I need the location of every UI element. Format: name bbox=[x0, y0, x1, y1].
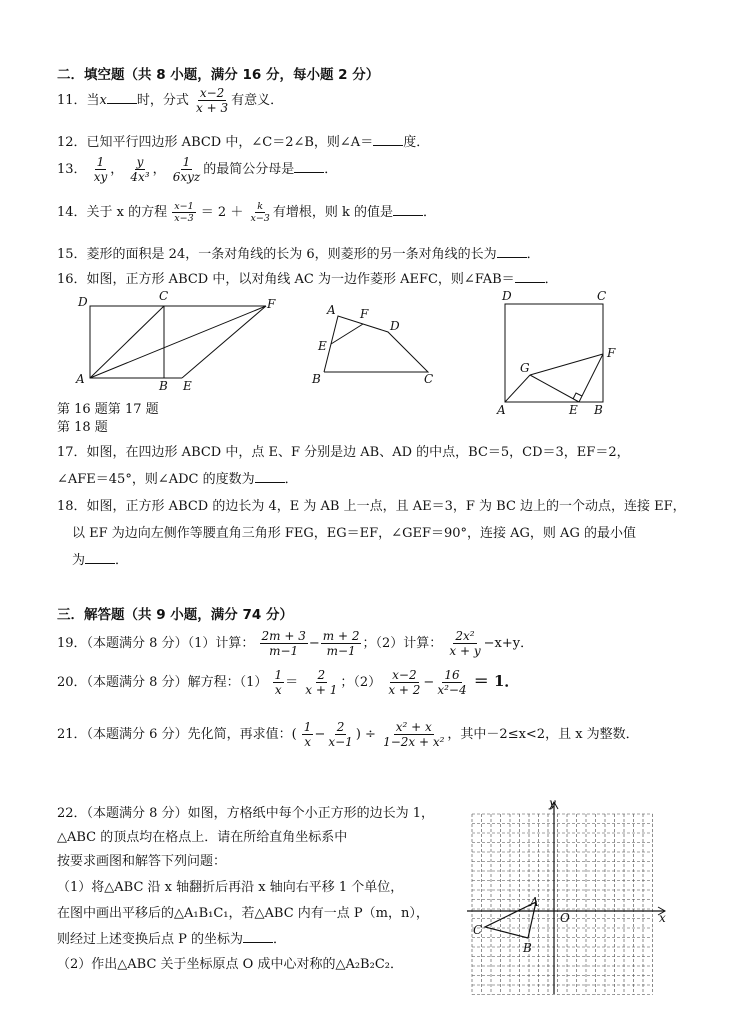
q12-post: 度． bbox=[403, 135, 430, 150]
q15-blank bbox=[497, 245, 527, 258]
question-18-line2: 以 EF 为边向左侧作等腰直角三角形 FEG，EG＝EF，∠GEF＝90°，连接 AG，则 AG 的最小值 bbox=[72, 526, 636, 541]
question-18-line3: 为 ． bbox=[72, 553, 129, 568]
q13-frac2: $\frac{y}{\text{4x³}}$ bbox=[130, 155, 150, 184]
q14-mid: ＝ 2 ＋ bbox=[200, 205, 244, 220]
fig16-label-a: A bbox=[76, 372, 85, 386]
q21-frac-c: $\frac{\text{x² + x}}{\text{1−2x + x²}}$ bbox=[383, 720, 445, 749]
q18-blank bbox=[85, 551, 115, 564]
question-11 bbox=[57, 86, 283, 115]
q19-frac-a: $\frac{2m + 3}{m-1}$ bbox=[261, 629, 306, 658]
question-22-line1: 22．（本题满分 8 分）如图，方格纸中每个小正方形的边长为 1， bbox=[57, 806, 434, 821]
grid-label-x: x bbox=[659, 911, 666, 925]
q14-post: 有增根，则 k 的值是 bbox=[272, 205, 394, 220]
grid-label-c: C bbox=[473, 923, 483, 937]
q12-blank bbox=[373, 133, 403, 146]
question-16: 16．如图，正方形 ABCD 中，以对角线 AC 为一边作菱形 AEFC，则∠FAB＝ ． bbox=[57, 272, 558, 287]
q11-prefix: 11．当 bbox=[57, 93, 100, 108]
fig18-label-a: A bbox=[497, 403, 506, 417]
question-12 bbox=[57, 131, 429, 150]
fig17-label-f: F bbox=[360, 307, 369, 321]
figure-caption-1: 第 16 题第 17 题 bbox=[57, 402, 159, 417]
q21-frac-b: $\frac{2}{x-1}$ bbox=[328, 720, 353, 749]
question-22-line7: （2）作出△ABC 关于坐标原点 O 成中心对称的△A₂B₂C₂． bbox=[57, 957, 403, 972]
fig17-label-d: D bbox=[390, 319, 400, 333]
q22-blank bbox=[243, 930, 273, 943]
q15-text: 15．菱形的面积是 24，一条对角线的长为 6，则菱形的另一条对角线的长为 bbox=[57, 247, 497, 262]
triangle-abc bbox=[485, 902, 536, 938]
q11-fraction: $\frac{x-2}{x + 3}$ bbox=[196, 86, 229, 115]
fig18-label-d: D bbox=[502, 289, 512, 303]
question-22-line3: 按要求画图和解答下列问题： bbox=[57, 854, 227, 869]
question-22-line5: 在图中画出平移后的△A₁B₁C₁，若△ABC 内有一点 P（m，n）， bbox=[57, 906, 429, 921]
question-22-line6: 则经过上述变换后点 P 的坐标为 ． bbox=[57, 932, 287, 947]
section3-title: 三．解答题（共 9 小题，满分 74 分） bbox=[57, 607, 293, 623]
fig17-quad bbox=[324, 316, 428, 372]
q20-frac-d: $\frac{16}{\text{x²−4}}$ bbox=[437, 668, 467, 697]
fig17-label-e: E bbox=[318, 339, 327, 353]
grid-label-a: A bbox=[530, 895, 539, 909]
fig18-line-ef bbox=[579, 354, 603, 402]
q14-frac2: $\frac{k}{x-3}$ bbox=[250, 201, 270, 224]
q20-frac-b: $\frac{2}{x + 1}$ bbox=[305, 668, 338, 697]
question-20: 20．（本题满分 8 分）解方程：（1） $\frac{1}{x}$ ＝ $\frac{2}{x + 1}$ ；（2） $\frac{x-2}{x + 2}$ − $\frac{16}{\text{x²−4}}$ ＝ 1． bbox=[57, 668, 520, 697]
q13-frac3: $\frac{1}{\text{6xyz}}$ bbox=[172, 155, 201, 184]
fig16-line-af bbox=[90, 306, 266, 378]
figure-16 bbox=[70, 288, 290, 393]
fig16-label-f: F bbox=[267, 297, 276, 311]
q11-mid: 时，分式 bbox=[136, 93, 189, 108]
q13-post: 的最简公分母是 bbox=[203, 162, 295, 177]
fig16-diag-ac bbox=[90, 306, 164, 378]
fig18-label-e: E bbox=[569, 403, 578, 417]
q13-number: 13． bbox=[57, 162, 87, 177]
fig18-line-ag bbox=[505, 375, 530, 402]
fig18-label-f: F bbox=[607, 346, 616, 360]
fig18-label-g: G bbox=[520, 361, 530, 375]
figure-17 bbox=[310, 300, 440, 390]
q20-frac-c: $\frac{x-2}{x + 2}$ bbox=[388, 668, 421, 697]
question-15: 15．菱形的面积是 24，一条对角线的长为 6，则菱形的另一条对角线的长为 ． bbox=[57, 247, 540, 262]
q17-blank bbox=[255, 470, 285, 483]
figure-18 bbox=[490, 288, 630, 418]
q16-blank bbox=[515, 270, 545, 283]
coordinate-grid-figure bbox=[462, 794, 672, 1000]
question-21: 21．（本题满分 6 分）先化简，再求值：( $\frac{1}{x}$ − $\frac{2}{x-1}$ ) ÷ $\frac{\text{x² + x}}{\text{1−2x + x²}}$ ，其中－2≤x<2，且 x 为整数． bbox=[57, 720, 639, 749]
question-17-line1: 17．如图，在四边形 ABCD 中，点 E、F 分别是边 AB、AD 的中点，BC＝5，CD＝3，EF＝2， bbox=[57, 445, 630, 460]
section2-title: 二．填空题（共 8 小题，满分 16 分，每小题 2 分） bbox=[57, 67, 380, 83]
fig18-line-ge bbox=[530, 375, 579, 402]
question-14: 14．关于 x 的方程 $\frac{x-1}{x-3}$ ＝ 2 ＋ $\frac{k}{x-3}$ 有增根，则 k 的值是 ． bbox=[57, 201, 437, 224]
fig16-label-d: D bbox=[78, 295, 88, 309]
q13-frac1: $\frac{1}{xy}$ bbox=[93, 155, 108, 184]
grid-label-o: O bbox=[560, 911, 570, 925]
fig16-line-fe bbox=[182, 306, 266, 378]
question-13: 13． $\frac{1}{xy}$ ， $\frac{y}{\text{4x³}}$ ， $\frac{1}{\text{6xyz}}$ 的最简公分母是 ． bbox=[57, 155, 338, 184]
q12-text: 12．已知平行四边形 ABCD 中，∠C＝2∠B，则∠A＝ bbox=[57, 135, 374, 150]
question-22-line4: （1）将△ABC 沿 x 轴翻折后再沿 x 轴向右平移 1 个单位， bbox=[57, 880, 404, 895]
q14-prefix: 14．关于 x 的方程 bbox=[57, 205, 168, 220]
fig16-label-e: E bbox=[183, 379, 192, 393]
fig18-line-gf bbox=[530, 354, 603, 375]
fig18-square bbox=[505, 304, 603, 402]
grid-lines bbox=[472, 814, 653, 995]
question-22-line2: △ABC 的顶点均在格点上．请在所给直角坐标系中 bbox=[57, 830, 348, 845]
grid-label-y: y bbox=[549, 796, 556, 810]
fig17-label-a: A bbox=[327, 303, 336, 317]
figure-caption-2: 第 18 题 bbox=[57, 420, 108, 435]
fig18-label-b: B bbox=[594, 403, 603, 417]
q20-frac-a: $\frac{1}{x}$ bbox=[274, 668, 283, 697]
question-17-line2: ∠AFE＝45°，则∠ADC 的度数为 ． bbox=[57, 472, 298, 487]
fig17-label-b: B bbox=[312, 372, 321, 386]
q14-frac1: $\frac{x-1}{x-3}$ bbox=[174, 201, 194, 224]
q11-post: 有意义． bbox=[231, 93, 284, 108]
q19-frac-c: $\frac{\text{2x²}}{x + y}$ bbox=[449, 629, 481, 658]
fig17-line-ef bbox=[331, 324, 363, 344]
q13-blank bbox=[294, 160, 324, 173]
q14-blank bbox=[393, 203, 423, 216]
q19-frac-b: $\frac{m + 2}{m-1}$ bbox=[322, 629, 360, 658]
fig16-label-c: C bbox=[159, 289, 169, 303]
fig17-label-c: C bbox=[424, 372, 434, 386]
q11-blank bbox=[107, 91, 137, 104]
fig18-label-c: C bbox=[597, 289, 607, 303]
fig16-label-b: B bbox=[159, 379, 168, 393]
grid-label-b: B bbox=[523, 941, 532, 955]
question-19: 19．（本题满分 8 分）（1）计算： $\frac{2m + 3}{m-1}$ − $\frac{m + 2}{m-1}$ ；（2）计算： $\frac{\text{2x²}}{x + y}$ −x+y． bbox=[57, 629, 534, 658]
question-18-line1: 18．如图，正方形 ABCD 的边长为 4，E 为 AB 上一点，且 AE＝3，F 为 BC 边上的一个动点，连接 EF， bbox=[57, 499, 686, 514]
q21-frac-a: $\frac{1}{x}$ bbox=[303, 720, 312, 749]
q11-var: x bbox=[99, 93, 107, 108]
q16-text: 16．如图，正方形 ABCD 中，以对角线 AC 为一边作菱形 AEFC，则∠FAB＝ bbox=[57, 272, 515, 287]
